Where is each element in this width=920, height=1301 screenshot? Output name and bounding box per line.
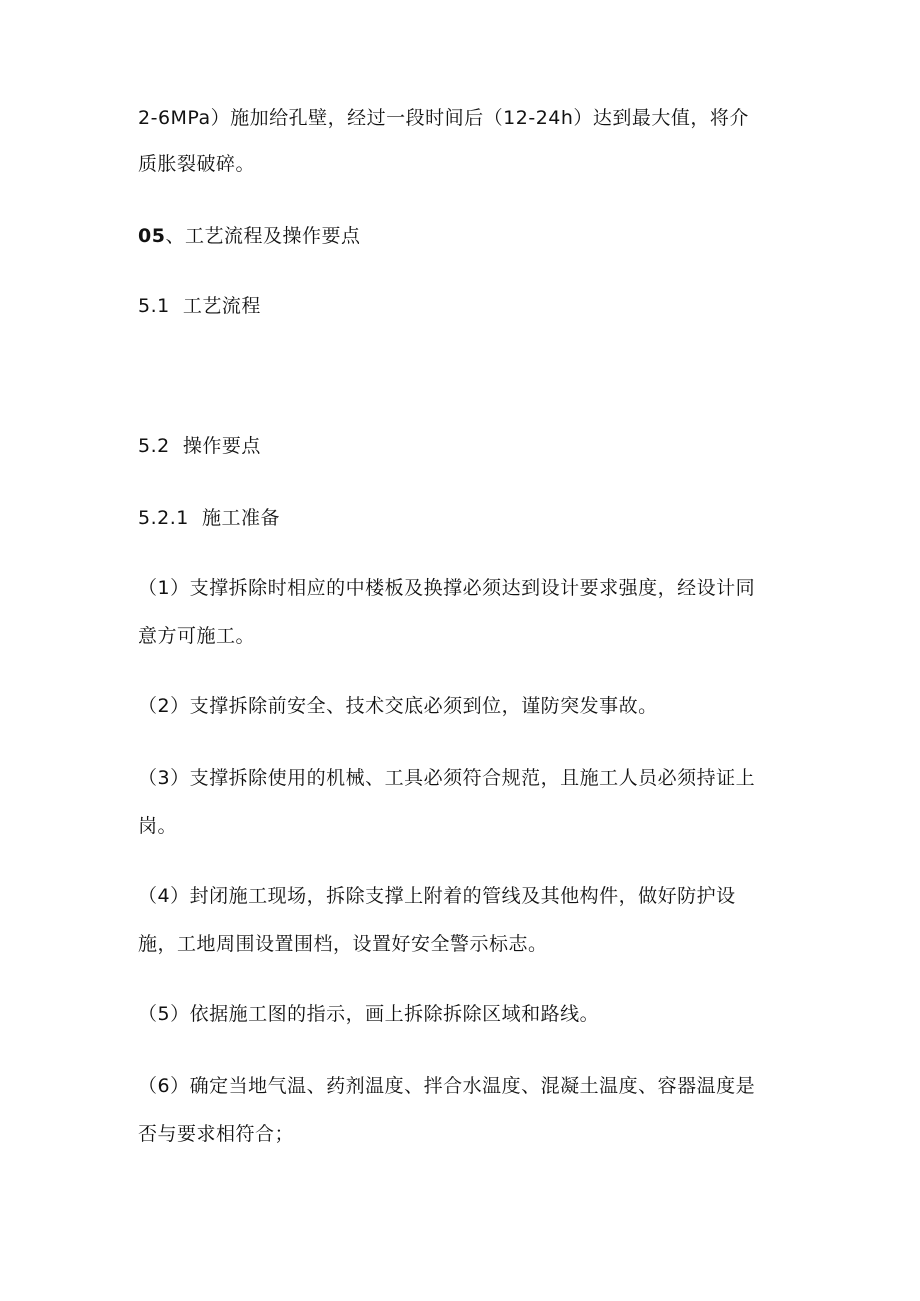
item-3-line-2: 岗。	[138, 815, 178, 837]
item-4-line-2: 施，工地周围设置围档，设置好安全警示标志。	[138, 933, 548, 955]
section-5-1-title: 工艺流程	[182, 295, 261, 317]
item-2-line-1: （2）支撑拆除前安全、技术交底必须到位，谨防突发事故。	[138, 695, 658, 717]
item-1-line-1: （1）支撑拆除时相应的中楼板及换撑必须达到设计要求强度，经设计同	[138, 577, 756, 599]
item-1-line-2: 意方可施工。	[138, 625, 256, 647]
item-6-line-1: （6）确定当地气温、药剂温度、拌合水温度、混凝土温度、容器温度是	[138, 1075, 756, 1097]
item-3-line-1: （3）支撑拆除使用的机械、工具必须符合规范，且施工人员必须持证上	[138, 767, 756, 789]
section-5-2-title: 操作要点	[182, 435, 261, 457]
intro-line-2: 质胀裂破碎。	[138, 153, 256, 175]
section-5-1-number: 5.1	[138, 295, 170, 317]
item-6-line-2: 否与要求相符合；	[138, 1123, 295, 1145]
section-5-2-1-title: 施工准备	[201, 507, 280, 529]
section-5-2-1-heading	[138, 506, 280, 530]
section-5-1-heading	[138, 294, 261, 318]
intro-line-1: 2-6MPa）施加给孔壁，经过一段时间后（12-24h）达到最大值，将介	[138, 107, 749, 129]
section-05-title: 、工艺流程及操作要点	[165, 225, 361, 247]
item-5-line-1: （5）依据施工图的指示，画上拆除拆除区域和路线。	[138, 1003, 600, 1025]
section-5-2-1-number: 5.2.1	[138, 507, 189, 529]
section-5-2-heading	[138, 434, 261, 458]
section-05-heading	[138, 224, 360, 248]
section-05-number: 05	[138, 225, 166, 247]
item-4-line-1: （4）封闭施工现场，拆除支撑上附着的管线及其他构件，做好防护设	[138, 885, 736, 907]
section-5-2-number: 5.2	[138, 435, 170, 457]
